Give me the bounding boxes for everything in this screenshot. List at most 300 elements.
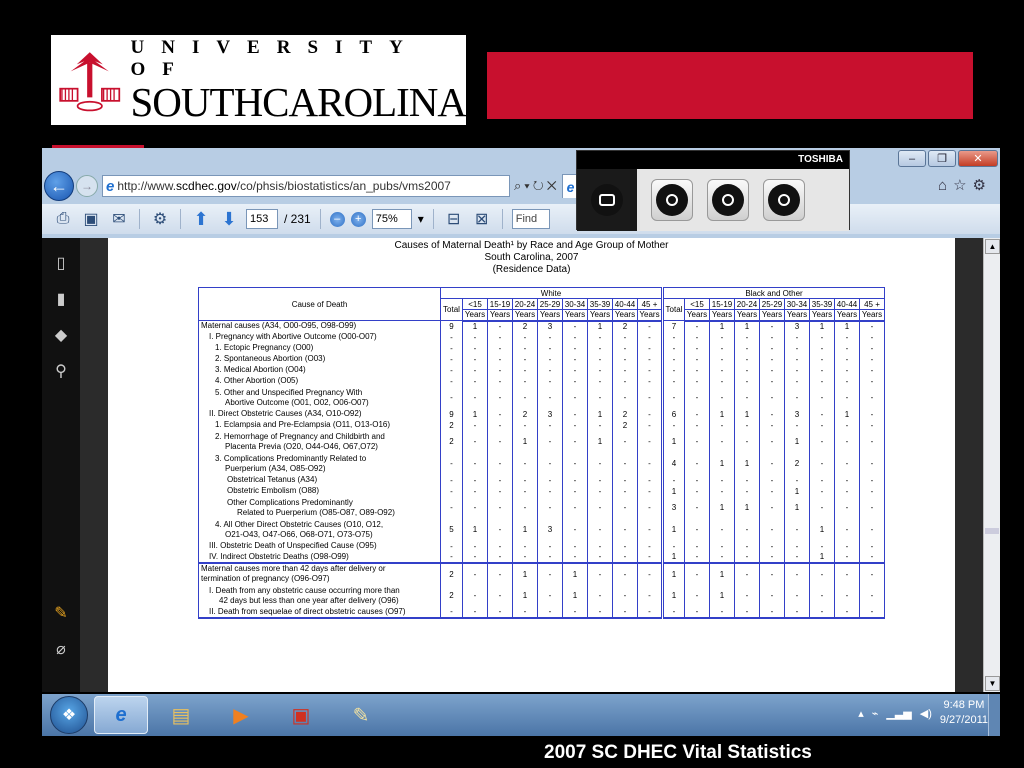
value-cell: - (441, 332, 463, 343)
cause-cell: Other Complications Predominantly Related to Puerperium (O85-O87, O89-O92) (199, 497, 441, 519)
value-cell: - (785, 519, 810, 541)
value-cell: - (785, 343, 810, 354)
value-cell: - (685, 387, 710, 409)
value-cell: - (613, 497, 638, 519)
value-cell: 3 (785, 409, 810, 420)
value-cell: - (563, 486, 588, 497)
value-cell: 1 (513, 431, 538, 453)
cause-cell: 3. Medical Abortion (O04) (199, 365, 441, 376)
value-cell: - (638, 541, 663, 552)
value-cell: 2 (441, 585, 463, 607)
browser-right-icons (938, 176, 992, 194)
value-cell: - (613, 376, 638, 387)
value-cell: - (588, 332, 613, 343)
settings-icon[interactable]: ⚙ (152, 211, 168, 228)
zoom-select[interactable]: 75% (372, 209, 412, 229)
value-cell: - (463, 475, 488, 486)
comments-icon[interactable]: ✎ (54, 605, 68, 622)
value-cell: - (810, 486, 835, 497)
tray-expand-icon[interactable]: ▴ (858, 707, 864, 720)
layers-icon[interactable]: ◆ (54, 327, 68, 344)
value-cell: - (638, 332, 663, 343)
value-cell: - (785, 541, 810, 552)
tray-network-icon[interactable]: ▁▃▅ (886, 707, 912, 720)
header-cause: Cause of Death (199, 288, 441, 321)
cause-cell: Obstetric Embolism (O88) (199, 486, 441, 497)
document-title (108, 240, 955, 276)
zoom-out-icon[interactable]: – (330, 212, 345, 227)
value-cell: - (860, 420, 885, 431)
value-cell: 3 (538, 321, 563, 332)
value-cell: - (563, 552, 588, 563)
red-banner (487, 52, 973, 119)
value-cell: - (538, 475, 563, 486)
value-cell: - (710, 475, 735, 486)
header-age-group: 30-34 (785, 299, 810, 310)
value-cell: - (760, 453, 785, 475)
usc-logo (51, 35, 466, 125)
value-cell: - (735, 332, 760, 343)
value-cell: - (735, 354, 760, 365)
value-cell: - (441, 486, 463, 497)
next-page-icon[interactable]: ⬇ (221, 208, 237, 229)
restore-button[interactable]: ❐ (928, 150, 956, 167)
value-cell: - (735, 607, 760, 618)
value-cell: - (810, 343, 835, 354)
value-cell: - (613, 354, 638, 365)
value-cell: 1 (810, 552, 835, 563)
table-row (199, 365, 885, 376)
table-row (199, 453, 885, 475)
forward-arrow-icon[interactable]: → (76, 175, 98, 197)
value-cell: - (588, 365, 613, 376)
slide-footer: 2007 SC DHEC Vital Statistics (544, 742, 812, 763)
value-cell: - (860, 497, 885, 519)
value-cell: - (710, 387, 735, 409)
header-total: Total (441, 299, 463, 321)
attachments-icon[interactable]: ▮ (56, 291, 66, 308)
value-cell: - (563, 387, 588, 409)
value-cell: - (441, 376, 463, 387)
value-cell: - (513, 343, 538, 354)
scroll-thumb[interactable] (985, 528, 999, 534)
value-cell: - (563, 354, 588, 365)
clock-date: 9/27/2011 (939, 714, 988, 726)
value-cell: - (685, 409, 710, 420)
table-row (199, 585, 885, 607)
value-cell: - (588, 453, 613, 475)
value-cell: - (588, 343, 613, 354)
value-cell: - (835, 431, 860, 453)
value-cell: - (710, 541, 735, 552)
cause-cell: II. Death from sequelae of direct obstetric causes (O97) (199, 607, 441, 618)
url-prefix: http://www. (117, 179, 177, 193)
save-icon[interactable]: ▣ (83, 211, 99, 228)
ie-icon: e (106, 177, 115, 195)
value-cell: - (441, 497, 463, 519)
value-cell: - (835, 332, 860, 343)
webcam-effects-icon[interactable] (763, 179, 805, 221)
page-number-input[interactable]: 153 (246, 209, 278, 229)
value-cell: 2 (613, 420, 638, 431)
value-cell: - (685, 453, 710, 475)
value-cell: - (860, 376, 885, 387)
value-cell: - (588, 541, 613, 552)
value-cell: - (710, 552, 735, 563)
table-row (199, 431, 885, 453)
page-total: / 231 (284, 212, 311, 226)
value-cell: - (538, 453, 563, 475)
value-cell: - (710, 376, 735, 387)
value-cell: - (463, 431, 488, 453)
back-arrow-icon[interactable]: ← (44, 171, 74, 201)
header-age-group: <15 (463, 299, 488, 310)
url-path: /co/phsis/biostatistics/an_pubs/vms2007 (236, 179, 451, 193)
value-cell: - (835, 486, 860, 497)
value-cell: 1 (785, 497, 810, 519)
navigation-bar (42, 172, 1000, 200)
value-cell: 1 (513, 519, 538, 541)
value-cell: - (860, 453, 885, 475)
value-cell: - (710, 486, 735, 497)
value-cell: - (588, 552, 613, 563)
address-bar[interactable] (102, 175, 510, 197)
cause-cell: 3. Complications Predominantly Related to Puerperium (A34, O85-O92) (199, 453, 441, 475)
value-cell: 1 (463, 321, 488, 332)
value-cell: - (538, 387, 563, 409)
value-cell: - (588, 607, 613, 618)
value-cell: - (810, 585, 835, 607)
find-input[interactable]: Find (512, 209, 550, 229)
close-button[interactable]: ✕ (958, 150, 998, 167)
value-cell: - (563, 332, 588, 343)
value-cell: - (685, 332, 710, 343)
taskbar-ie-icon[interactable]: e (94, 696, 148, 734)
pdf-toolbar (42, 204, 1000, 234)
value-cell: - (588, 563, 613, 585)
value-cell: - (563, 420, 588, 431)
value-cell: - (538, 541, 563, 552)
previous-page-icon[interactable]: ⬆ (193, 208, 209, 229)
value-cell: - (513, 541, 538, 552)
value-cell: - (835, 354, 860, 365)
value-cell: - (588, 354, 613, 365)
value-cell: - (441, 541, 463, 552)
value-cell: - (488, 343, 513, 354)
value-cell: - (463, 376, 488, 387)
search-binoculars-icon[interactable]: ⚲ (55, 363, 67, 380)
value-cell: - (860, 409, 885, 420)
value-cell: - (613, 585, 638, 607)
taskbar-paint-icon[interactable]: ✎ (352, 704, 370, 727)
table-row (199, 552, 885, 563)
value-cell: - (613, 453, 638, 475)
value-cell: - (735, 563, 760, 585)
value-cell: 7 (663, 321, 685, 332)
value-cell: - (835, 497, 860, 519)
fit-width-icon[interactable]: ⊟ (447, 211, 461, 228)
value-cell: - (441, 453, 463, 475)
value-cell: 1 (663, 585, 685, 607)
value-cell: 4 (663, 453, 685, 475)
cause-cell: IV. Indirect Obstetric Deaths (O98-O99) (199, 552, 441, 563)
value-cell: - (785, 552, 810, 563)
value-cell: - (613, 552, 638, 563)
page-gutter-left (80, 238, 108, 692)
vertical-scrollbar[interactable] (983, 238, 1000, 692)
scroll-up-icon[interactable]: ▲ (985, 239, 1000, 254)
value-cell: - (760, 354, 785, 365)
value-cell: 1 (463, 519, 488, 541)
value-cell: - (860, 486, 885, 497)
value-cell: - (735, 420, 760, 431)
value-cell: - (860, 541, 885, 552)
cause-cell: 2. Spontaneous Abortion (O03) (199, 354, 441, 365)
value-cell: 6 (663, 409, 685, 420)
value-cell: - (638, 387, 663, 409)
value-cell: 2 (613, 409, 638, 420)
value-cell: - (760, 541, 785, 552)
header-years: Years (563, 310, 588, 321)
gear-icon[interactable]: ⚙ (972, 177, 992, 194)
value-cell: - (638, 519, 663, 541)
value-cell: - (860, 343, 885, 354)
value-cell: - (488, 519, 513, 541)
webcam-icon[interactable] (651, 179, 693, 221)
table-row (199, 409, 885, 420)
value-cell: - (860, 563, 885, 585)
value-cell: - (613, 563, 638, 585)
value-cell: - (441, 607, 463, 618)
table-row (199, 420, 885, 431)
value-cell: 1 (710, 563, 735, 585)
address-buttons[interactable]: ⌕▾↻✕ (514, 178, 560, 193)
table-row (199, 376, 885, 387)
value-cell: - (638, 354, 663, 365)
share-icon[interactable]: ✉ (112, 211, 126, 228)
cause-cell: III. Obstetric Death of Unspecified Cause (O95) (199, 541, 441, 552)
value-cell: - (513, 497, 538, 519)
value-cell: 1 (810, 519, 835, 541)
clock[interactable] (940, 698, 988, 728)
value-cell: - (538, 343, 563, 354)
pages-icon[interactable]: ▯ (56, 255, 66, 272)
value-cell: - (538, 431, 563, 453)
value-cell: - (513, 552, 538, 563)
zoom-dropdown-icon[interactable]: ▾ (417, 212, 424, 226)
value-cell: - (810, 563, 835, 585)
print-icon[interactable]: ⎙ (56, 210, 70, 227)
show-desktop-button[interactable] (988, 694, 1000, 736)
value-cell: 1 (735, 409, 760, 420)
value-cell: - (513, 332, 538, 343)
tray-volume-icon[interactable]: ◀) (919, 707, 932, 720)
value-cell: - (860, 321, 885, 332)
value-cell: - (810, 420, 835, 431)
paperclip-icon[interactable]: ⌀ (56, 641, 66, 658)
table-row (199, 563, 885, 585)
usc-seal-icon (55, 40, 125, 120)
value-cell: - (613, 343, 638, 354)
value-cell: - (835, 376, 860, 387)
value-cell: - (835, 343, 860, 354)
value-cell: - (638, 475, 663, 486)
value-cell: - (488, 409, 513, 420)
value-cell: - (463, 541, 488, 552)
tray-power-icon[interactable]: ⌁ (871, 707, 879, 720)
value-cell: - (563, 541, 588, 552)
value-cell: - (663, 607, 685, 618)
value-cell: - (710, 607, 735, 618)
value-cell: 1 (710, 585, 735, 607)
cause-cell: 4. Other Abortion (O05) (199, 376, 441, 387)
value-cell: - (488, 475, 513, 486)
value-cell: - (513, 420, 538, 431)
minimize-button[interactable]: – (898, 150, 926, 167)
value-cell: - (638, 431, 663, 453)
value-cell: - (810, 409, 835, 420)
header-total: Total (663, 299, 685, 321)
value-cell: - (441, 343, 463, 354)
value-cell: - (463, 497, 488, 519)
value-cell: - (538, 420, 563, 431)
header-age-group: 20-24 (735, 299, 760, 310)
value-cell: - (441, 387, 463, 409)
value-cell: - (538, 365, 563, 376)
value-cell: - (463, 486, 488, 497)
value-cell: 1 (785, 486, 810, 497)
value-cell: - (563, 453, 588, 475)
value-cell: - (538, 552, 563, 563)
value-cell: 1 (663, 563, 685, 585)
value-cell: 1 (710, 321, 735, 332)
value-cell: 1 (710, 409, 735, 420)
webcam-settings-icon[interactable] (707, 179, 749, 221)
value-cell: 1 (663, 486, 685, 497)
header-age-group: 40-44 (835, 299, 860, 310)
value-cell: - (760, 585, 785, 607)
value-cell: - (638, 365, 663, 376)
value-cell: 3 (663, 497, 685, 519)
value-cell: 2 (513, 321, 538, 332)
star-icon[interactable]: ☆ (953, 177, 973, 194)
value-cell: - (760, 409, 785, 420)
value-cell: - (785, 563, 810, 585)
value-cell: - (810, 607, 835, 618)
value-cell: - (860, 431, 885, 453)
table-row (199, 354, 885, 365)
value-cell: - (810, 354, 835, 365)
value-cell: - (488, 607, 513, 618)
value-cell: - (638, 497, 663, 519)
header-years: Years (810, 310, 835, 321)
value-cell: - (588, 519, 613, 541)
value-cell: - (710, 365, 735, 376)
header-age-group: <15 (685, 299, 710, 310)
header-age-group: 15-19 (488, 299, 513, 310)
value-cell: - (663, 365, 685, 376)
cause-cell: 1. Eclampsia and Pre-Eclampsia (O11, O13-O16) (199, 420, 441, 431)
taskbar-media-icon[interactable]: ▶ (233, 704, 249, 727)
header-years: Years (488, 310, 513, 321)
header-age-group: 15-19 (710, 299, 735, 310)
value-cell: - (488, 365, 513, 376)
value-cell: - (760, 332, 785, 343)
value-cell: - (785, 365, 810, 376)
value-cell: - (835, 453, 860, 475)
cause-cell: II. Direct Obstetric Causes (A34, O10-O92) (199, 409, 441, 420)
table-row (199, 541, 885, 552)
value-cell: - (663, 475, 685, 486)
fit-page-icon[interactable]: ⊠ (475, 211, 489, 228)
taskbar-camera-app-icon[interactable]: ▣ (291, 704, 311, 727)
value-cell: - (463, 607, 488, 618)
value-cell: - (835, 420, 860, 431)
value-cell: - (685, 607, 710, 618)
value-cell: 9 (441, 409, 463, 420)
value-cell: 1 (735, 321, 760, 332)
table-row (199, 486, 885, 497)
value-cell: - (735, 387, 760, 409)
header-years: Years (685, 310, 710, 321)
zoom-in-icon[interactable]: + (351, 212, 366, 227)
value-cell: - (613, 365, 638, 376)
value-cell: - (488, 585, 513, 607)
value-cell: - (685, 365, 710, 376)
table-row (199, 343, 885, 354)
value-cell: - (563, 519, 588, 541)
value-cell: - (638, 409, 663, 420)
table-row (199, 387, 885, 409)
ie-icon: e (566, 178, 575, 195)
value-cell: - (685, 431, 710, 453)
value-cell: - (488, 486, 513, 497)
value-cell: - (835, 607, 860, 618)
value-cell: - (588, 475, 613, 486)
value-cell: - (810, 431, 835, 453)
value-cell: - (735, 519, 760, 541)
value-cell: - (441, 354, 463, 365)
value-cell: - (785, 354, 810, 365)
value-cell: 2 (441, 420, 463, 431)
scroll-down-icon[interactable]: ▼ (985, 676, 1000, 691)
value-cell: - (685, 541, 710, 552)
home-icon[interactable]: ⌂ (938, 177, 954, 194)
value-cell: 2 (441, 563, 463, 585)
value-cell: - (835, 552, 860, 563)
camera-icon[interactable] (577, 169, 637, 231)
value-cell: - (685, 376, 710, 387)
value-cell: - (835, 365, 860, 376)
header-years: Years (835, 310, 860, 321)
value-cell: - (810, 387, 835, 409)
value-cell: - (613, 475, 638, 486)
header-years: Years (463, 310, 488, 321)
taskbar-explorer-icon[interactable]: ▤ (171, 704, 191, 727)
value-cell: - (638, 321, 663, 332)
value-cell: - (685, 354, 710, 365)
value-cell: - (488, 552, 513, 563)
value-cell: - (785, 585, 810, 607)
value-cell: - (588, 486, 613, 497)
value-cell: 1 (588, 321, 613, 332)
value-cell: - (463, 387, 488, 409)
start-orb-icon[interactable]: ❖ (50, 696, 88, 734)
value-cell: - (638, 343, 663, 354)
header-age-group: 25-29 (538, 299, 563, 310)
value-cell: - (638, 376, 663, 387)
page-gutter-right (955, 238, 983, 692)
